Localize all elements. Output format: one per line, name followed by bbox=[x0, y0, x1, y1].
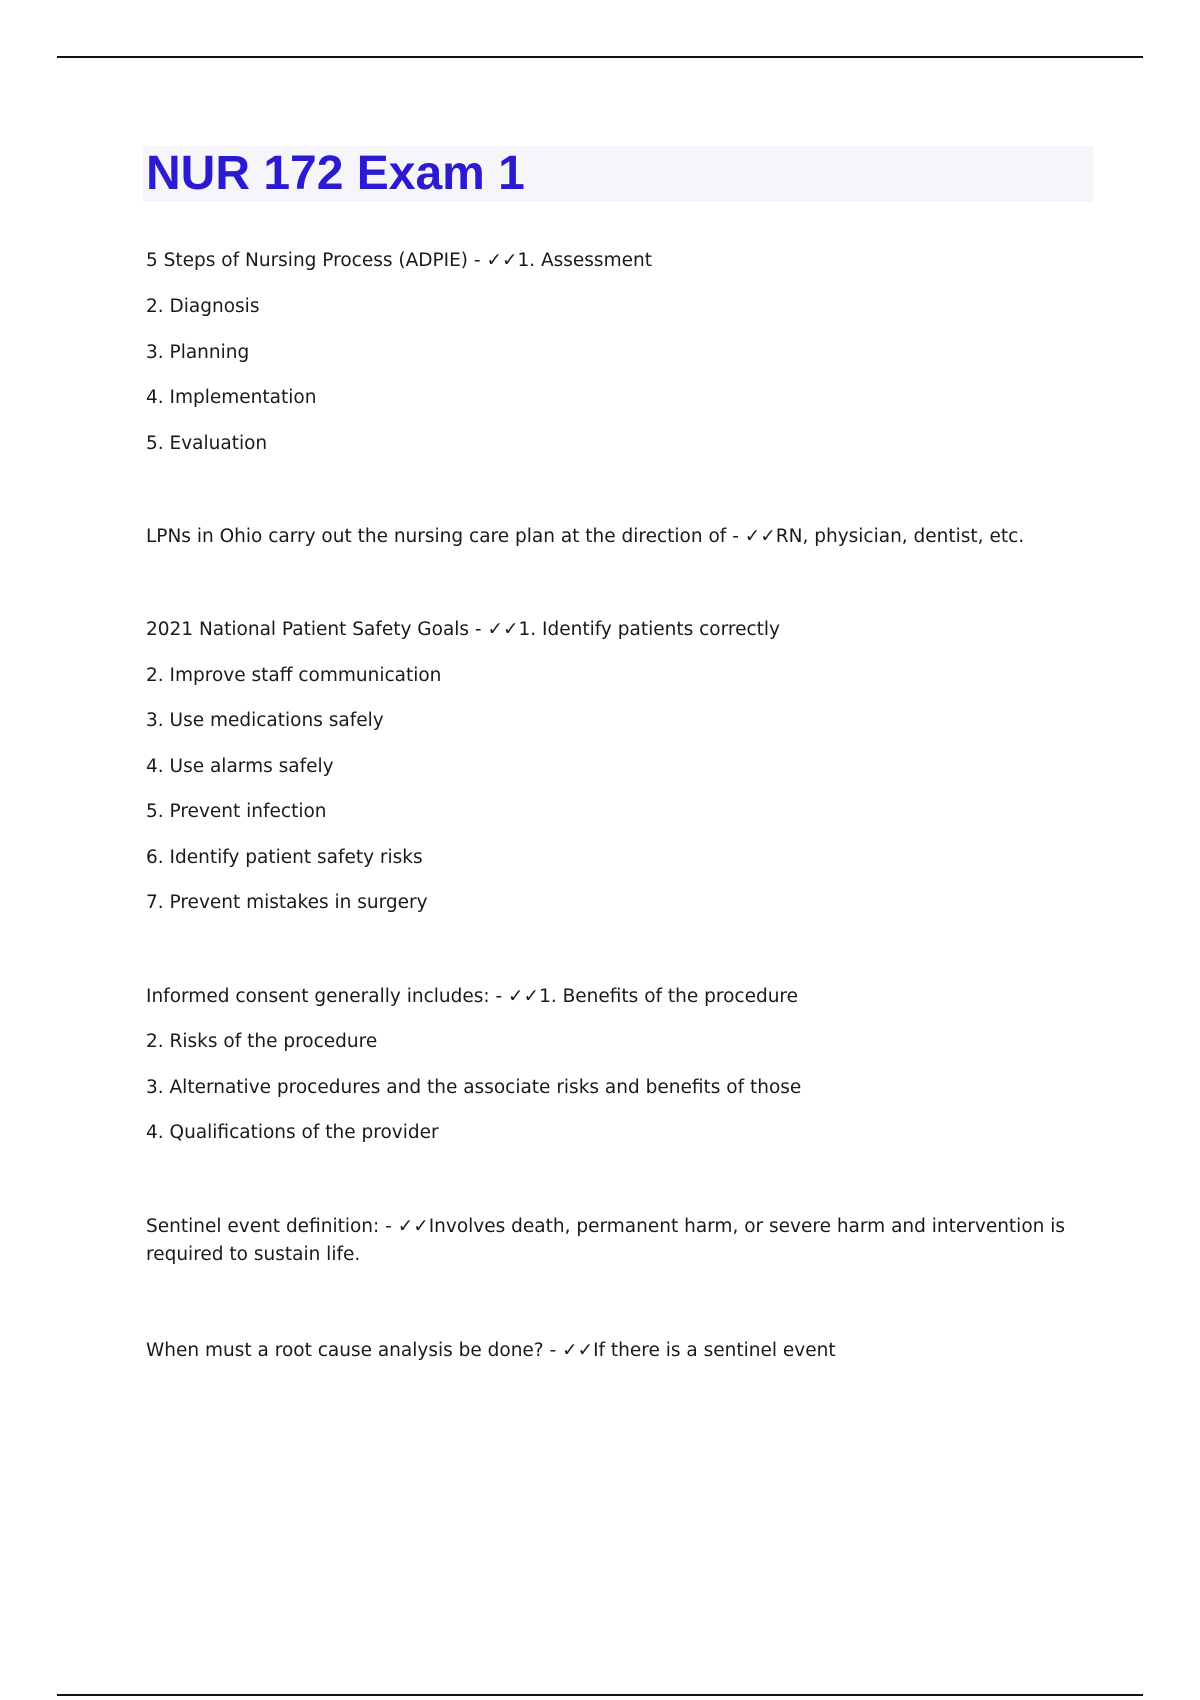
card-4-answer-line-2: 2. Risks of the procedure bbox=[146, 1031, 378, 1052]
card-3-answer-line-3: 3. Use medications safely bbox=[146, 710, 384, 731]
card-4-answer-line-3: 3. Alternative procedures and the associate risks and benefits of those bbox=[146, 1077, 802, 1098]
card-3-answer-line-1: 1. Identify patients correctly bbox=[518, 619, 780, 640]
card-3-answer-line-6: 6. Identify patient safety risks bbox=[146, 847, 423, 868]
check-icon: ✓✓ bbox=[486, 250, 518, 271]
check-icon: ✓✓ bbox=[744, 526, 776, 547]
card-6-question: When must a root cause analysis be done? - bbox=[146, 1340, 563, 1361]
card-5-question: Sentinel event definition: - bbox=[146, 1216, 398, 1237]
card-3-answer-line-5: 5. Prevent infection bbox=[146, 801, 327, 822]
card-3-answer-line-7: 7. Prevent mistakes in surgery bbox=[146, 892, 428, 913]
card-4-question-line bbox=[146, 984, 798, 1010]
card-3-question: 2021 National Patient Safety Goals - bbox=[146, 619, 488, 640]
card-1-answer-line-3: 3. Planning bbox=[146, 342, 250, 363]
card-2-question: LPNs in Ohio carry out the nursing care plan at the direction of - bbox=[146, 526, 745, 547]
check-icon: ✓✓ bbox=[397, 1216, 429, 1237]
card-3-question-line bbox=[146, 617, 780, 643]
card-4-question: Informed consent generally includes: - bbox=[146, 986, 509, 1007]
card-1-answer-line-5: 5. Evaluation bbox=[146, 433, 268, 454]
check-icon: ✓✓ bbox=[487, 619, 519, 640]
card-1-answer-line-2: 2. Diagnosis bbox=[146, 296, 260, 317]
card-4-answer-line-4: 4. Qualifications of the provider bbox=[146, 1122, 439, 1143]
card-1-answer-line-4: 4. Implementation bbox=[146, 387, 317, 408]
card-1-question: 5 Steps of Nursing Process (ADPIE) - bbox=[146, 250, 487, 271]
bottom-rule bbox=[57, 1694, 1143, 1696]
card-5-answer-line-1: Involves death, permanent harm, or severe harm and intervention is required to sustain life. bbox=[146, 1216, 1066, 1265]
card-4-answer-line-1: 1. Benefits of the procedure bbox=[539, 986, 799, 1007]
card-5-question-line bbox=[146, 1213, 1066, 1269]
check-icon: ✓✓ bbox=[508, 986, 540, 1007]
card-6-question-line bbox=[146, 1338, 836, 1364]
document-title: NUR 172 Exam 1 bbox=[146, 147, 525, 200]
check-icon: ✓✓ bbox=[562, 1340, 594, 1361]
card-1-answer-line-1: 1. Assessment bbox=[517, 250, 652, 271]
card-3-answer-line-4: 4. Use alarms safely bbox=[146, 756, 334, 777]
top-rule bbox=[57, 56, 1143, 58]
card-2-answer-line-1: RN, physician, dentist, etc. bbox=[775, 526, 1025, 547]
card-6-answer-line-1: If there is a sentinel event bbox=[593, 1340, 836, 1361]
card-1-question-line bbox=[146, 248, 652, 274]
card-3-answer-line-2: 2. Improve staff communication bbox=[146, 665, 442, 686]
card-2-question-line bbox=[146, 524, 1024, 550]
